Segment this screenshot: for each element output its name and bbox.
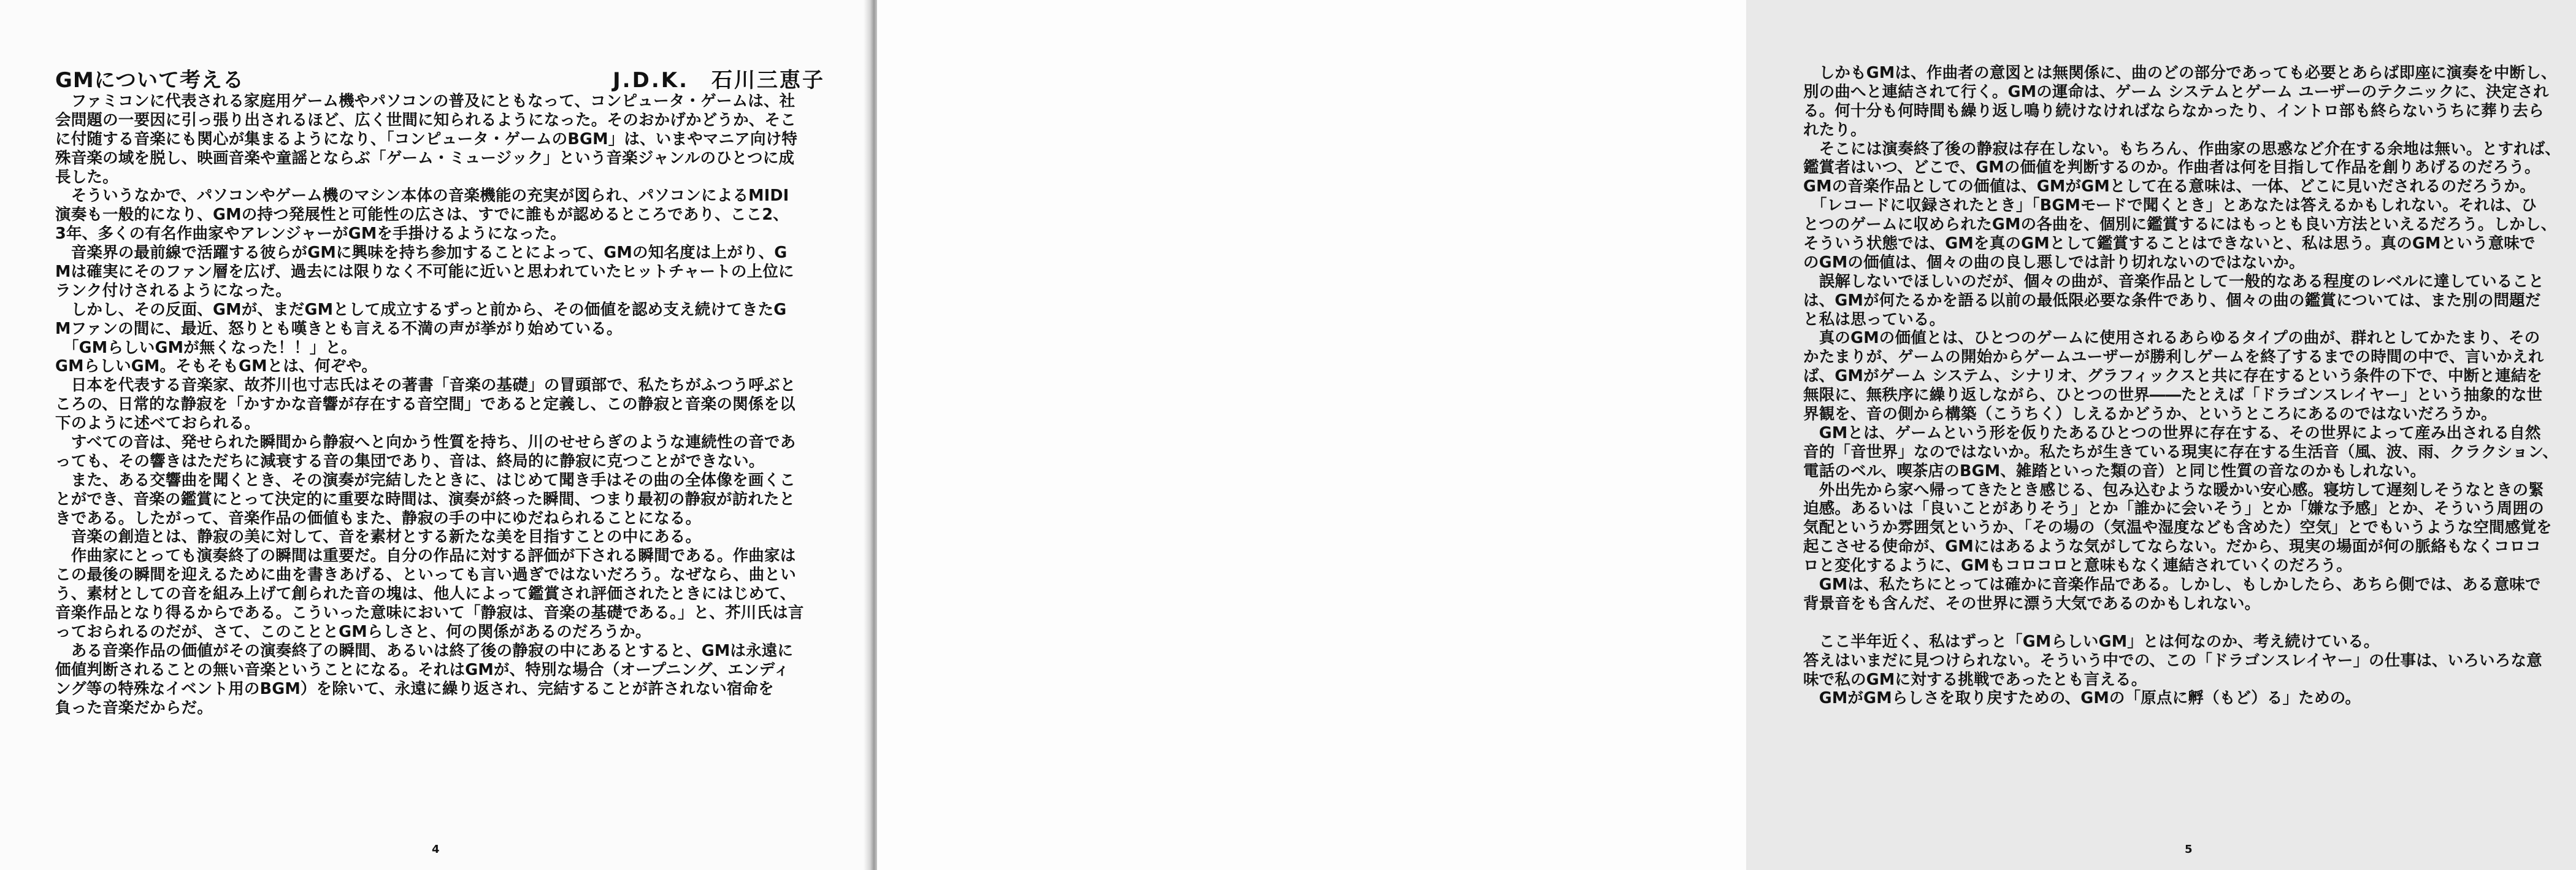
text-line: Mは確実にそのファン層を広げ、過去には限りなく不可能に近いと思われていたヒットチャートの上位に xyxy=(55,263,794,282)
text-line: 音楽の創造とは、静寂の美に対して、音を素材とする新たな美を目指すことの中にある。 xyxy=(55,528,702,547)
text-line: ある音楽作品の価値がその演奏終了の瞬間、あるいは終了後の静寂の中にあるとすると、GMは永遠に xyxy=(55,641,794,660)
text-line: GMの音楽作品としての価値は、GMがGMとして在る意味は、一体、どこに見いだされるのだろうか。 xyxy=(1803,177,2536,196)
text-line: かたまりが、ゲームの開始からゲームユーザーが勝利しゲームを終了するまでの時間の中で、言いかえれ xyxy=(1803,348,2544,367)
text-line: 殊音楽の域を脱し、映画音楽や童謡とならぶ「ゲーム・ミュージック」という音楽ジャンルのひとつに成 xyxy=(55,148,795,167)
text-line: れたり。 xyxy=(1803,120,1866,139)
text-line: 気配というか雰囲気というか、「その場の（気温や湿度なども含めた）空気」とでもいうような空間感覚を xyxy=(1803,518,2552,537)
text-line: 音楽作品となり得るからである。こういった意味において「静寂は、音楽の基礎である。」と、芥川氏は言 xyxy=(55,604,804,623)
text-line: 下のように述べておられる。 xyxy=(55,414,261,433)
page-number-left: 4 xyxy=(432,843,440,856)
article-title: GMについて考える xyxy=(55,68,245,93)
text-line: ころの、日常的な静寂を「かすかな音響が存在する音空間」であると定義し、この静寂と音楽の関係を以 xyxy=(55,395,795,414)
text-line: 界観を、音の側から構築（こうちく）しえるかどうか、というところにあるのではないだろうか。 xyxy=(1803,405,2497,424)
text-line: 誤解しないでほしいのだが、個々の曲が、音楽作品として一般的なある程度のレベルに達していること xyxy=(1803,272,2544,291)
text-line: きである。したがって、音楽作品の価値もまた、静寂の手の中にゆだねられることになる。 xyxy=(55,509,702,528)
text-line: そういうなかで、パソコンやゲーム機のマシン本体の音楽機能の充実が図られ、パソコンによるMIDI xyxy=(55,187,789,206)
text-line: と私は思っている。 xyxy=(1803,310,1945,329)
text-line: 「レコードに収録されたとき」「BGMモードで聞くとき」とあなたは答えるかもしれない。それは、ひ xyxy=(1803,196,2537,215)
text-line: のGMの価値は、個々の曲の良し悪しでは計り切れないのではないか。 xyxy=(1803,253,2305,272)
text-line: 味で私のGMに対する挑戦であったとも言える。 xyxy=(1803,670,2147,689)
text-line: は、GMが何たるかを語る以前の最低限必要な条件であり、個々の曲の鑑賞については、また別の問題だ xyxy=(1803,291,2541,310)
text-line: GMは、私たちにとっては確かに音楽作品である。しかし、もしかしたら、あちら側では、ある意味で xyxy=(1803,576,2541,595)
text-line: 背景音をも含んだ、その世界に漂う大気であるのかもしれない。 xyxy=(1803,594,2261,613)
text-line: 答えはいまだに見つけられない。そういう中での、この「ドラゴンスレイヤー」の仕事は、いろいろな意 xyxy=(1803,651,2542,670)
text-line: しかし、その反面、GMが、まだGMとして成立するずっと前から、その価値を認め支え続けてきたG xyxy=(55,300,787,319)
text-line: 日本を代表する音楽家、故芥川也寸志氏はその著書「音楽の基礎」の冒頭部で、私たちがふつう呼ぶと xyxy=(55,376,796,395)
left-page xyxy=(0,0,870,870)
text-line: に付随する音楽にも関心が集まるようになり、「コンピュータ・ゲームのBGM」は、いまやマニア向け特 xyxy=(55,129,798,148)
text-line: 長した。 xyxy=(55,167,118,187)
text-line: う、素材としての音を組み上げて創られた音の塊は、他人によって鑑賞され評価されたときにはじめて、 xyxy=(55,585,796,604)
text-line: 会問題の一要因に引っ張り出されるほど、広く世間に知られるようになった。そのおかげかどうか、そこ xyxy=(55,110,796,129)
text-line: ファミコンに代表される家庭用ゲーム機やパソコンの普及にともなって、コンピュータ・ゲームは、社 xyxy=(55,92,795,110)
left-body-text xyxy=(55,92,825,717)
right-page xyxy=(877,0,2561,870)
text-line: 鑑賞者はいつ、どこで、GMの価値を判断するのか。作曲者は何を目指して作品を創りあげるのだろう。 xyxy=(1803,158,2540,177)
text-line: 音的「音世界」なのではないか。私たちが生きている現実に存在する生活音（風、波、雨、クラクション、 xyxy=(1803,442,2559,461)
text-line: 電話のベル、喫茶店のBGM、雑踏といった類の音）と同じ性質の音なのかもしれない。 xyxy=(1803,461,2426,480)
article-author: J.D.K. 石川三恵子 xyxy=(613,68,825,93)
text-line: 無限に、無秩序に繰り返しながら、ひとつの世界――たとえば「ドラゴンスレイヤー」という抽象的な世 xyxy=(1803,386,2543,405)
text-line: 起こさせる使命が、GMにはあるような気がしてならない。だから、現実の場面が何の脈絡もなくコロコ xyxy=(1803,537,2542,556)
text-line: また、ある交響曲を聞くとき、その演奏が完結したときに、はじめて聞き手はその曲の全体像を画くこ xyxy=(55,471,795,490)
text-line: GMがGMらしさを取り戻すための、GMの「原点に孵（もど）る」ための。 xyxy=(1803,689,2361,708)
text-line: 音楽界の最前線で活躍する彼らがGMに興味を持ち参加することによって、GMの知名度は上がり、G xyxy=(55,244,788,263)
text-line: しかもGMは、作曲者の意図とは無関係に、曲のどの部分であっても必要とあらば即座に演奏を中断し、 xyxy=(1803,64,2557,82)
text-line: ロと変化するように、GMもコロコロと意味もなく連結されていくのだろう。 xyxy=(1803,556,2352,576)
text-line: 「GMらしいGMが無くなった！！」と。 xyxy=(55,338,357,357)
text-line: っても、その響きはただちに減衰する音の集団であり、音は、終局的に静寂に克つことができない。 xyxy=(55,452,765,471)
text-line: ここ半年近く、私はずっと「GMらしいGM」とは何なのか、考え続けている。 xyxy=(1803,632,2380,651)
text-line: GMとは、ゲームという形を仮りたあるひとつの世界に存在する、その世界によって産み出される自然 xyxy=(1803,423,2541,442)
text-line: とができ、音楽の鑑賞にとって決定的に重要な時間は、演奏が終った瞬間、つまり最初の静寂が訪れたと xyxy=(55,490,795,509)
text-line: 迫感。あるいは「良いことがありそう」とか「誰かに会いそう」とか「嫌な予感」とか、そういう周囲の xyxy=(1803,499,2544,518)
text-line: る。何十分も何時間も繰り返し鳴り続けなければならなかったり、イントロ部も終らないうちに葬り去ら xyxy=(1803,101,2544,120)
text-line: 3年、多くの有名作曲家やアレンジャーがGMを手掛けるようになった。 xyxy=(55,225,566,244)
text-line: っておられるのだが、さて、このこととGMらしさと、何の関係があるのだろうか。 xyxy=(55,622,651,641)
text-line: 価値判断されることの無い音楽ということになる。それはGMが、特別な場合（オープニング、エンディ xyxy=(55,660,790,679)
text-line: 演奏も一般的になり、GMの持つ発展性と可能性の広さは、すでに誰もが認めるところであり、ここ2、 xyxy=(55,206,789,225)
text-line: Mファンの間に、最近、怒りとも嘆きとも言える不満の声が挙がり始めている。 xyxy=(55,319,623,338)
text-line: GMらしいGM。そもそもGMとは、何ぞや。 xyxy=(55,357,378,376)
text-line: ランク付けされるようになった。 xyxy=(55,281,291,300)
article-header xyxy=(55,64,825,93)
text-line: 負った音楽だからだ。 xyxy=(55,698,213,717)
text-line: そこには演奏終了後の静寂は存在しない。もちろん、作曲家の思惑など介在する余地は無い。とすれば、 xyxy=(1803,139,2561,158)
text-line: そういう状態では、GMを真のGMとして鑑賞することはできないと、私は思う。真のGMという意味で xyxy=(1803,234,2536,253)
text-line: すべての音は、発せられた瞬間から静寂へと向かう性質を持ち、川のせせらぎのような連続性の音であ xyxy=(55,433,796,452)
text-line: とつのゲームに収められたGMの各曲を、個別に鑑賞するにはもっとも良い方法といえるだろう。しかし、 xyxy=(1803,215,2557,234)
text-line: この最後の瞬間を迎えるために曲を書きあげる、といっても言い過ぎではないだろう。なぜなら、曲とい xyxy=(55,566,796,585)
page-number-right: 5 xyxy=(2185,843,2193,856)
paragraph-gap xyxy=(1803,614,2576,633)
text-line: ば、GMがゲーム システム、シナリオ、グラフィックスと共に存在するという条件の下で、中断と連結を xyxy=(1803,367,2543,386)
text-line: 作曲家にとっても演奏終了の瞬間は重要だ。自分の作品に対する評価が下される瞬間である。作曲家は xyxy=(55,547,796,566)
text-line: 別の曲へと連結されて行く。GMの運命は、ゲーム システムとゲーム ユーザーのテクニックに、決定され xyxy=(1803,82,2549,101)
text-line: 外出先から家へ帰ってきたとき感じる、包み込むような暖かい安心感。寝坊して遅刻しそうなときの緊 xyxy=(1803,480,2544,499)
text-line: ング等の特殊なイベント用のBGM）を除いて、永遠に繰り返され、完結することが許されない宿命を xyxy=(55,679,774,698)
text-line: 真のGMの価値とは、ひとつのゲームに使用されるあらゆるタイプの曲が、群れとしてかたまり、その xyxy=(1803,329,2540,348)
right-body-text xyxy=(1803,64,2576,708)
